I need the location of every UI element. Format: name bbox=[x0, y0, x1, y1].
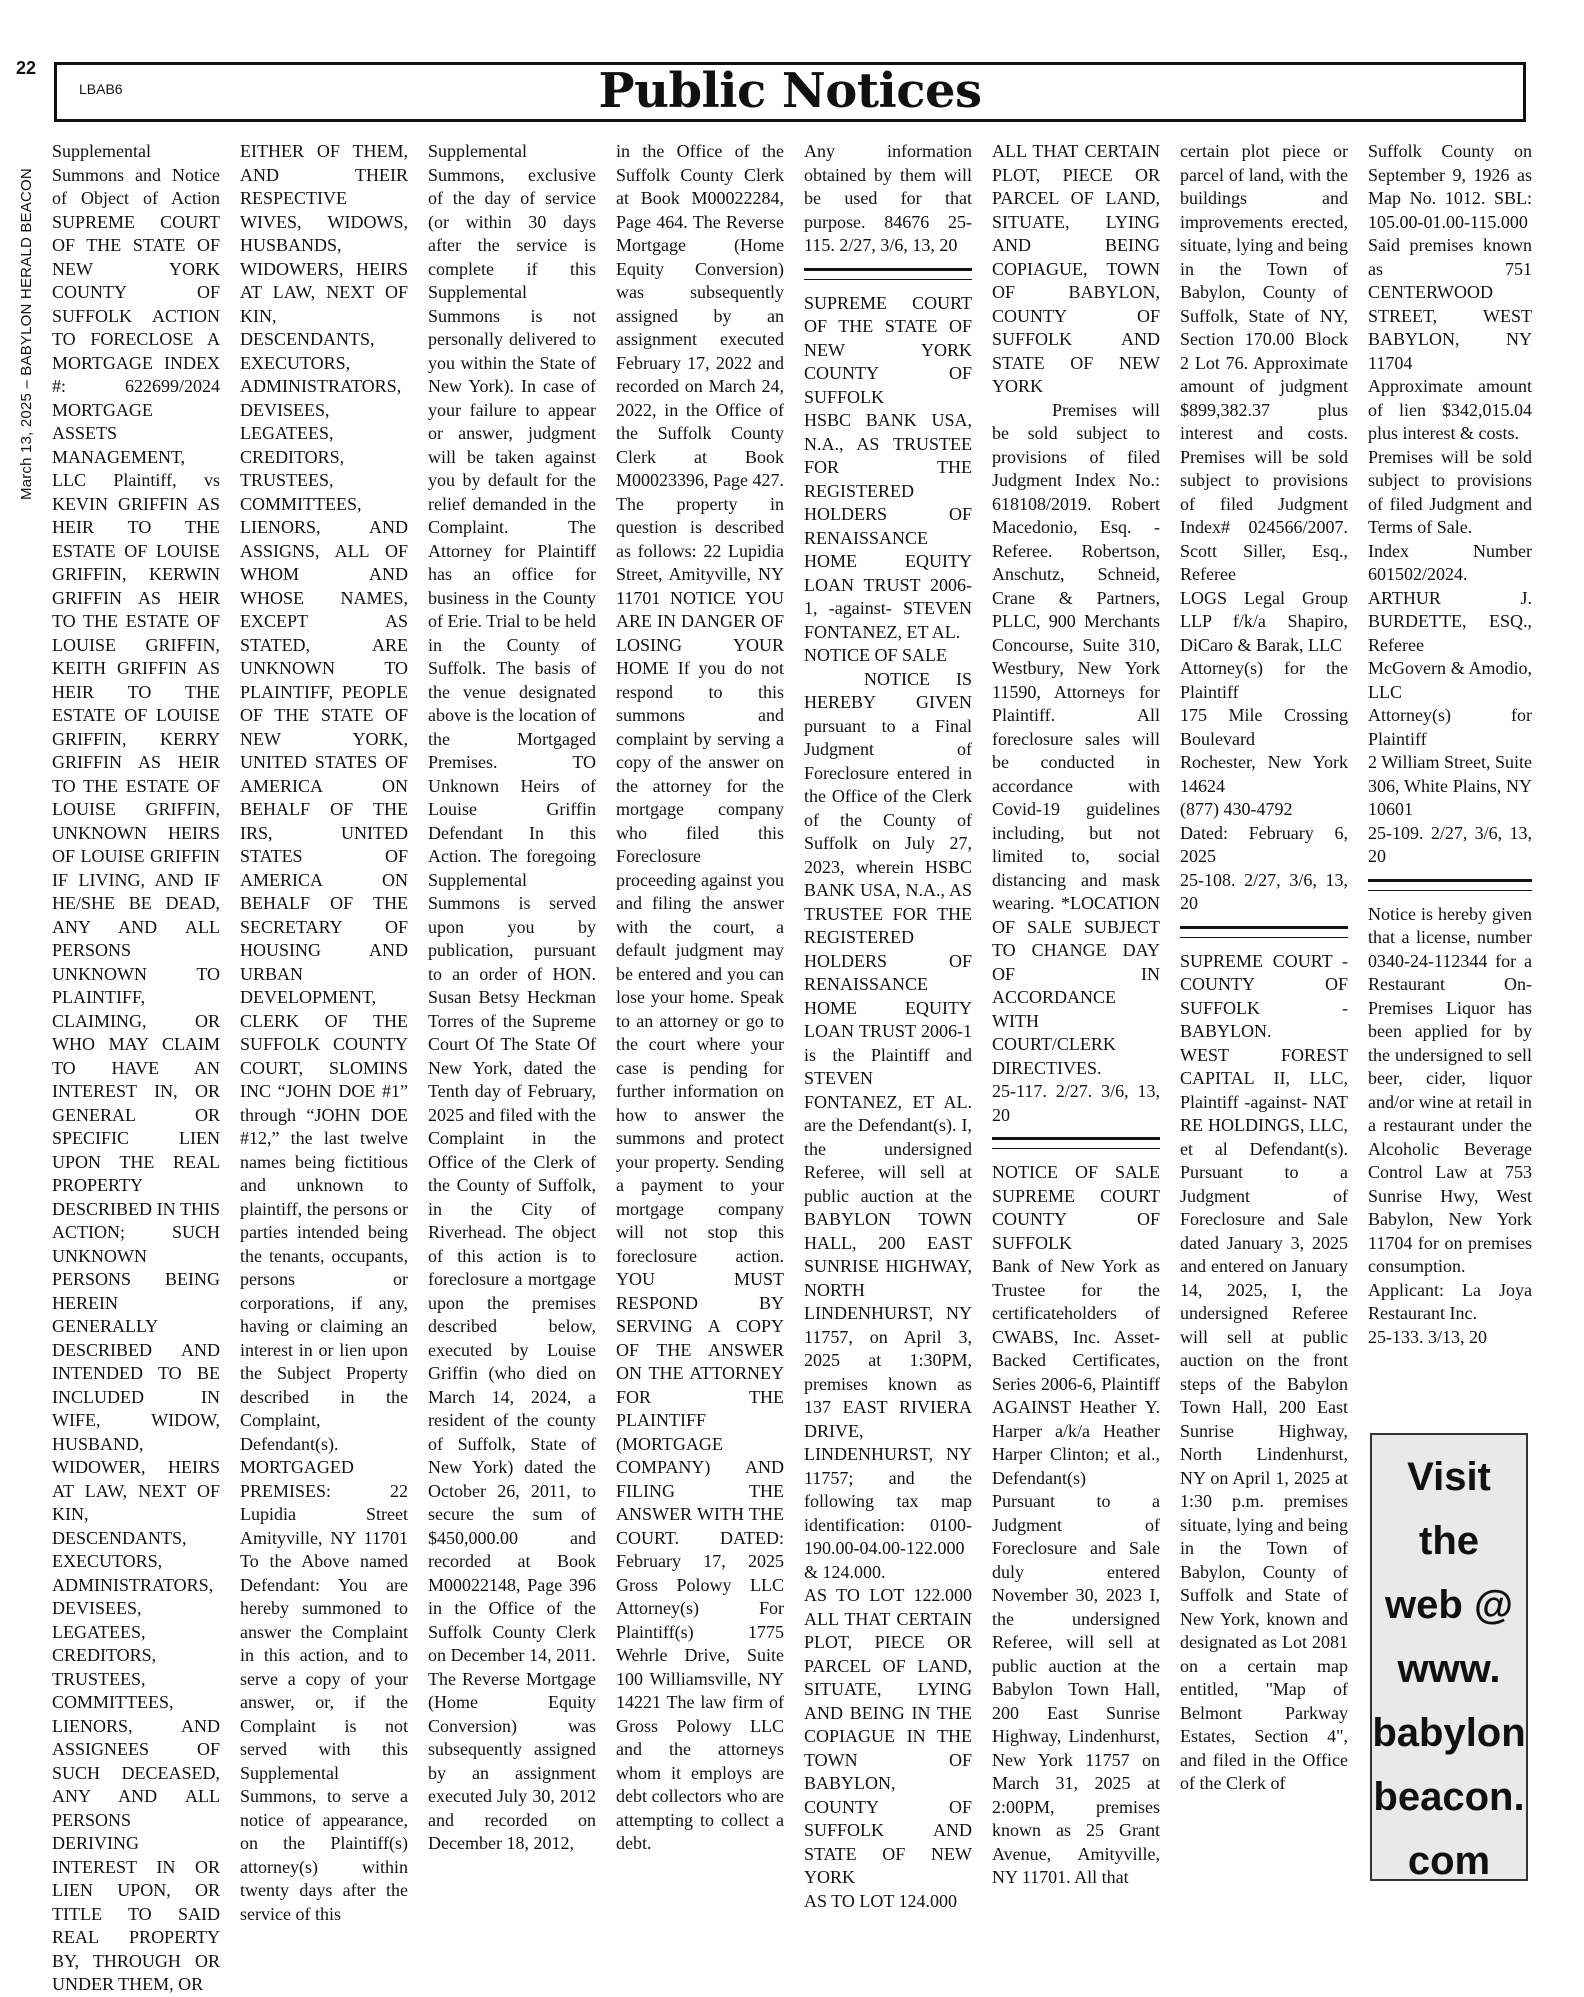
notice-heading: NOTICE OF SALE bbox=[804, 645, 947, 665]
ad-line: Visit bbox=[1407, 1455, 1491, 1499]
ad-line: beacon. bbox=[1373, 1775, 1525, 1819]
notice-text: 25-133. 3/13, 20 bbox=[1368, 1326, 1487, 1347]
column-4 bbox=[616, 140, 784, 1880]
column-2 bbox=[240, 140, 408, 1924]
notice-text: Premises will be sold subject to provisions of filed Judgment and Terms of Sale. bbox=[1368, 446, 1532, 537]
notice-text: Applicant: La Joya Restaurant Inc. bbox=[1368, 1279, 1532, 1323]
notice-heading: SUPREME COURT OF THE STATE OF NEW YORK COUNTY OF SUFFOLK bbox=[804, 292, 972, 407]
page-number: 22 bbox=[16, 58, 37, 78]
notice-text: NOTICE IS HEREBY GIVEN pursuant to a Final Judgment of Foreclosure entered in the Office of the Clerk of the County of Suffolk on July 27, 2023, wherein HSBC BANK USA, N.A., AS TRUSTEE FOR THE REGISTERED HOLDERS OF RENAISSANCE HOME EQUITY LOAN TRUST 2006-1 is the Plaintiff and STEVEN FONTANEZ, ET AL. are the Defendant(s). I, the undersigned Referee, will sell at public auction at the BABYLON TOWN HALL, 200 EAST SUNRISE HIGHWAY, NORTH LINDENHURST, NY 11757, on April 3, 2025 at 1:30PM, premises known as 137 EAST RIVIERA DRIVE, LINDENHURST, NY 11757; and the following tax map identification: 0100-190.00-04.00-122.000 & 124.000. bbox=[804, 668, 972, 1582]
notice-text: Pursuant to a Judgment of Foreclosure and Sale duly entered November 30, 2023 I, the undersigned Referee, will sell at public auction at the Babylon Town Hall, 200 East Sunrise Highway, Lindenhurst, New York 11757 on March 31, 2025 at 2:00PM, premises known as 25 Grant Avenue, Amityville, NY 11701. All that bbox=[992, 1491, 1160, 1887]
notice-text: Supplemental Summons and Notice of Object of Action SUPREME COURT OF THE STATE OF NEW YORK COUNTY OF SUFFOLK ACTION TO FORECLOSE A MORTGAGE INDEX #: 622699/2024 MORTGAGE ASSETS MANAGEMENT, LLC Plaintiff, vs KEVIN GRIFFIN AS HEIR TO THE ESTATE OF LOUISE GRIFFIN, KERWIN GRIFFIN AS HEIR TO THE ESTATE OF LOUISE GRIFFIN, KEITH GRIFFIN AS HEIR TO THE ESTATE OF LOUISE GRIFFIN, KERRY GRIFFIN AS HEIR TO THE ESTATE OF LOUISE GRIFFIN, UNKNOWN HEIRS OF LOUISE GRIFFIN IF LIVING, AND IF HE/SHE BE DEAD, ANY AND ALL PERSONS UNKNOWN TO PLAINTIFF, CLAIMING, OR WHO MAY CLAIM TO HAVE AN INTEREST IN, OR GENERAL OR SPECIFIC LIEN UPON THE REAL PROPERTY DESCRIBED IN THIS ACTION; SUCH UNKNOWN PERSONS BEING HEREIN GENERALLY DESCRIBED AND INTENDED TO BE INCLUDED IN WIFE, WIDOW, HUSBAND, WIDOWER, HEIRS AT LAW, NEXT OF KIN, DESCENDANTS, EXECUTORS, ADMINISTRATORS, DEVISEES, LEGATEES, CREDITORS, TRUSTEES, COMMITTEES, LIENORS, AND ASSIGNEES OF SUCH DECEASED, ANY AND ALL PERSONS DERIVING INTEREST IN OR LIEN UPON, OR TITLE TO SAID REAL PROPERTY BY, THROUGH OR UNDER THEM, OR bbox=[52, 141, 220, 1994]
notice-divider bbox=[804, 268, 972, 280]
column-7 bbox=[1180, 140, 1348, 1880]
notice-text: Any information obtained by them will be used for that purpose. 84676 25-115. 2/27, 3/6, 13, 20 bbox=[804, 141, 972, 255]
notice-text: EITHER OF THEM, AND THEIR RESPECTIVE WIVES, WIDOWS, HUSBANDS, WIDOWERS, HEIRS AT LAW, NEXT OF KIN, DESCENDANTS, EXECUTORS, ADMINISTRATORS, DEVISEES, LEGATEES, CREDITORS, TRUSTEES, COMMITTEES, LIENORS, AND ASSIGNS, ALL OF WHOM AND WHOSE NAMES, EXCEPT AS STATED, ARE UNKNOWN TO PLAINTIFF, PEOPLE OF THE STATE OF NEW YORK, UNITED STATES OF AMERICA ON BEHALF OF THE IRS, UNITED STATES OF AMERICA ON BEHALF OF THE SECRETARY OF HOUSING AND URBAN DEVELOPMENT, CLERK OF THE SUFFOLK COUNTY COURT, SLOMINS INC “JOHN DOE #1” through “JOHN DOE #12,” the last twelve names being fictitious and unknown to plaintiff, the persons or parties intended being the tenants, occupants, persons or corporations, if any, having or claiming an interest in or lien upon the Subject Property described in the Complaint, Defendant(s). MORTGAGED PREMISES: 22 Lupidia Street Amityville, NY 11701 To the Above named Defendant: You are hereby summoned to answer the Complaint in this action, and to serve a copy of your answer, or, if the Complaint is not served with this Supplemental Summons, to serve a notice of appearance, on the Plaintiff(s) attorney(s) within twenty days after the service of this bbox=[240, 141, 408, 1924]
notice-text: WEST FOREST CAPITAL II, LLC, Plaintiff -against- NAT RE HOLDINGS, LLC, et al Defendant(s). Pursuant to a Judgment of Foreclosure and Sale dated January 3, 2025 and entered on January 14, 2025, I, the undersigned Referee will sell at public auction on the front steps of the Babylon Town Hall, 200 East Sunrise Highway, North Lindenhurst, NY on April 1, 2025 at 1:30 p.m. premises situate, lying and being in the Town of Babylon, County of Suffolk and State of New York, known and designated as Lot 2081 on a certain map entitled, "Map of Belmont Parkway Estates, Section 4", and filed in the Office of the Clerk of bbox=[1180, 1044, 1348, 1793]
notice-text: 25-117. 2/27. 3/6, 13, 20 bbox=[992, 1081, 1160, 1125]
ad-line: www. bbox=[1397, 1647, 1501, 1691]
notice-text: LOGS Legal Group LLP f/k/a Shapiro, DiCaro & Barak, LLC bbox=[1180, 587, 1348, 655]
notice-text: 25-109. 2/27, 3/6, 13, 20 bbox=[1368, 822, 1532, 866]
notice-text: Approximate amount of lien $342,015.04 plus interest & costs. bbox=[1368, 376, 1532, 443]
notice-text: Notice is hereby given that a license, number 0340-24-112344 for a Restaurant On-Premises Liquor has been applied for by the undersigned to sell beer, cider, liquor and/or wine at retail in a restaurant under the Alcoholic Beverage Control Law at 753 Sunrise Hwy, West Babylon, New York 11704 for on premises consumption. bbox=[1368, 903, 1532, 1276]
notice-heading: SUPREME COURT - COUNTY OF SUFFOLK - BABYLON. bbox=[1180, 950, 1348, 1041]
notice-text: Attorney(s) for Plaintiff bbox=[1368, 705, 1532, 749]
notice-divider bbox=[992, 1137, 1160, 1149]
notice-text: Bank of New York as Trustee for the certificateholders of CWABS, Inc. Asset-Backed Certificates, Series 2006-6, Plaintiff AGAINST Heather Y. Harper a/k/a Heather Harper Clinton; et al., Defendant(s) bbox=[992, 1256, 1160, 1488]
notice-text: HSBC BANK USA, N.A., AS TRUSTEE FOR THE REGISTERED HOLDERS OF RENAISSANCE HOME EQUITY LOAN TRUST 2006-1, -against- STEVEN FONTANEZ, ET AL. bbox=[804, 410, 972, 642]
notice-text: Attorney(s) for the Plaintiff bbox=[1180, 658, 1348, 702]
notice-text: ALL THAT CERTAIN PLOT, PIECE OR PARCEL OF LAND, SITUATE, LYING AND BEING COPIAGUE, TOWN OF BABYLON, COUNTY OF SUFFOLK AND STATE OF NEW YORK bbox=[992, 141, 1160, 396]
notice-text: ARTHUR J. BURDETTE, ESQ., Referee bbox=[1368, 587, 1532, 655]
notice-text: (877) 430-4792 bbox=[1180, 799, 1293, 819]
notice-text: 175 Mile Crossing Boulevard bbox=[1180, 705, 1348, 749]
edition-code: LBAB6 bbox=[79, 81, 123, 97]
ad-line: com bbox=[1407, 1839, 1491, 1883]
notice-text: Index Number 601502/2024. bbox=[1368, 540, 1532, 584]
notice-text: Rochester, New York 14624 bbox=[1180, 752, 1348, 796]
notice-divider bbox=[1180, 926, 1348, 938]
notice-text: in the Office of the Suffolk County Clerk at Book M00022284, Page 464. The Reverse Mortgage (Home Equity Conversion) was subsequently assigned by an assignment executed February 17, 2022 and recorded on March 24, 2022, in the Office of the Suffolk County Clerk at Book M00023396, Page 427. The property in question is described as follows: 22 Lupidia Street, Amityville, NY 11701 NOTICE YOU ARE IN DANGER OF LOSING YOUR HOME If you do not respond to this summons and complaint by serving a copy of the answer on the attorney for the mortgage company who filed this Foreclosure proceeding against you and filing the answer with the court, a default judgment may be entered and you can lose your home. Speak to an attorney or go to the court where your case is pending for further information on how to answer the summons and protect your property. Sending a payment to your mortgage company will not stop this foreclosure action. YOU MUST RESPOND BY SERVING A COPY OF THE ANSWER ON THE ATTORNEY FOR THE PLAINTIFF (MORTGAGE COMPANY) AND FILING THE ANSWER WITH THE COURT. DATED: February 17, 2025 Gross Polowy LLC Attorney(s) For Plaintiff(s) 1775 Wehrle Drive, Suite 100 Williamsville, NY 14221 The law firm of Gross Polowy LLC and the attorneys whom it employs are debt collectors who are attempting to collect a debt. bbox=[616, 141, 784, 1853]
notice-text: 2 William Street, Suite 306, White Plains, NY 10601 bbox=[1368, 752, 1532, 819]
notice-heading: NOTICE OF SALE SUPREME COURT COUNTY OF SUFFOLK bbox=[992, 1162, 1160, 1253]
column-3 bbox=[428, 140, 596, 1880]
page-header bbox=[54, 62, 1526, 122]
column-6 bbox=[992, 140, 1160, 1887]
notice-text: AS TO LOT 122.000 ALL THAT CERTAIN PLOT, PIECE OR PARCEL OF LAND, SITUATE, LYING AND BEING IN THE COPIAGUE IN THE TOWN OF BABYLON, COUNTY OF SUFFOLK AND STATE OF NEW YORK bbox=[804, 1585, 972, 1887]
notice-text: Dated: February 6, 2025 bbox=[1180, 822, 1348, 866]
column-5 bbox=[804, 140, 972, 1911]
notice-text: McGovern & Amodio, LLC bbox=[1368, 658, 1532, 702]
ad-line: the bbox=[1419, 1519, 1479, 1563]
notice-text: certain plot piece or parcel of land, with the buildings and improvements erected, situate, lying and being in the Town of Babylon, County of Suffolk, State of NY, Section 170.00 Block 2 Lot 76. Approximate amount of judgment $899,382.37 plus interest and costs. Premises will be sold subject to provisions of filed Judgment Index# 024566/2007. Scott Siller, Esq., Referee bbox=[1180, 141, 1348, 584]
notice-text: AS TO LOT 124.000 bbox=[804, 1890, 958, 1911]
website-ad[interactable] bbox=[1370, 1433, 1528, 1881]
dateline-text: March 13, 2025 – BABYLON HERALD BEACON bbox=[18, 168, 35, 500]
notice-divider bbox=[1368, 879, 1532, 891]
column-1 bbox=[52, 140, 220, 1994]
side-dateline bbox=[12, 168, 52, 500]
notice-text: Suffolk County on September 9, 1926 as Map No. 1012. SBL: 105.00-01.00-115.000 bbox=[1368, 141, 1532, 232]
notices-columns bbox=[52, 140, 1532, 1994]
ad-line: babylon bbox=[1372, 1711, 1526, 1755]
notice-text: 25-108. 2/27, 3/6, 13, 20 bbox=[1180, 869, 1348, 913]
notice-text: Premises will be sold subject to provisions of filed Judgment Index No.: 618108/2019. Robert Macedonio, Esq. - Referee. Robertson, Anschutz, Schneid, Crane & Partners, PLLC, 900 Merchants Concourse, Suite 310, Westbury, New York 11590, Attorneys for Plaintiff. All foreclosure sales will be conducted in accordance with Covid-19 guidelines including, but not limited to, social distancing and mask wearing. *LOCATION OF SALE SUBJECT TO CHANGE DAY OF IN ACCORDANCE WITH COURT/CLERK DIRECTIVES. bbox=[992, 399, 1160, 1078]
notice-text: Said premises known as 751 CENTERWOOD STREET, WEST BABYLON, NY 11704 bbox=[1368, 235, 1532, 373]
ad-line: web @ bbox=[1385, 1583, 1513, 1627]
page-title: Public Notices bbox=[598, 63, 982, 119]
notice-text: Supplemental Summons, exclusive of the day of service (or within 30 days after the service is complete if this Supplemental Summons is not personally delivered to you within the State of New York). In case of your failure to appear or answer, judgment will be taken against you by default for the relief demanded in the Complaint. The Attorney for Plaintiff has an office for business in the County of Erie. Trial to be held in the County of Suffolk. The basis of the venue designated above is the location of the Mortgaged Premises. TO Unknown Heirs of Louise Griffin Defendant In this Action. The foregoing Supplemental Summons is served upon you by publication, pursuant to an order of HON. Susan Betsy Heckman Torres of the Supreme Court Of The State Of New York, dated the Tenth day of February, 2025 and filed with the Complaint in the Office of the Clerk of the County of Suffolk, in the City of Riverhead. The object of this action is to foreclosure a mortgage upon the premises described below, executed by Louise Griffin (who died on March 14, 2024, a resident of the county of Suffolk, State of New York) dated the October 26, 2011, to secure the sum of $450,000.00 and recorded at Book M00022148, Page 396 in the Office of the Suffolk County Clerk on December 14, 2011. The Reverse Mortgage (Home Equity Conversion) was subsequently assigned by an assignment executed July 30, 2012 and recorded on December 18, 2012, bbox=[428, 141, 596, 1853]
